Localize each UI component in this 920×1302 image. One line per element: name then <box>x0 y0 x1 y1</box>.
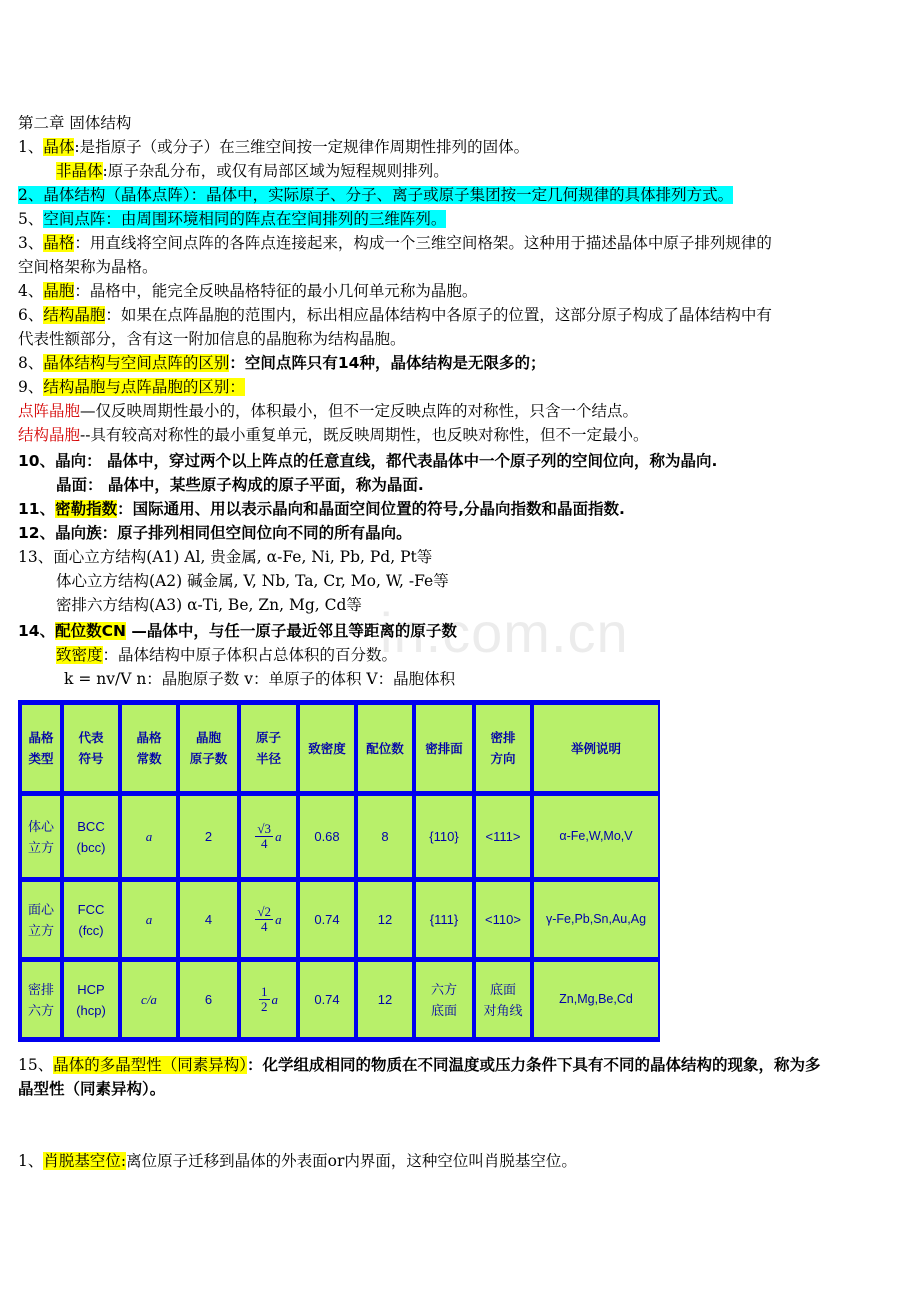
table-header-cell: 代表 符号 <box>64 705 118 791</box>
item-14: 14、配位数CN —晶体中，与任一原子最近邻且等距离的原子数 <box>18 622 457 640</box>
crystal-structure-table <box>18 700 660 1042</box>
table-cell: {111} <box>416 882 472 957</box>
item-12: 12、晶向族：原子排列相同但空间位向不同的所有晶向。 <box>18 524 412 542</box>
def-lattice-cell: 点阵晶胞—仅反映周期性最小的，体积最小，但不一定反映点阵的对称性，只含一个结点。 <box>18 402 639 420</box>
fraction-denominator: 2 <box>261 999 268 1014</box>
table-cell: HCP (hcp) <box>64 962 118 1037</box>
item-1b: 非晶体:原子杂乱分布，或仅有局部区域为短程规则排列。 <box>56 162 449 180</box>
table-cell: a <box>122 796 176 877</box>
chapter-title: 第二章 固体结构 <box>18 114 132 132</box>
table-header-cell: 原子 半径 <box>241 705 296 791</box>
radius-fraction <box>255 822 281 851</box>
item-15-cont: 晶型性（同素异构）。 <box>18 1080 166 1098</box>
item-13c: 密排六方结构(A3) α-Ti, Be, Zn, Mg, Cd等 <box>56 596 362 614</box>
table-header-cell: 晶胞 原子数 <box>180 705 237 791</box>
term-amorphous: 非晶体 <box>56 162 103 180</box>
item-2: 2、晶体结构（晶体点阵）：晶体中，实际原子、分子、离子或原子集团按一定几何规律的具体排列方式。 <box>18 186 734 204</box>
term-unit-cell: 晶胞 <box>43 282 75 300</box>
item-14b: 致密度：晶体结构中原子体积占总体积的百分数。 <box>56 646 398 664</box>
item-10: 10、晶向： 晶体中，穿过两个以上阵点的任意直线，都代表晶体中一个原子列的空间位向，称为晶向. <box>18 452 718 470</box>
table-cell: Zn,Mg,Be,Cd <box>534 962 658 1037</box>
fraction-numerator: √3 <box>257 821 272 836</box>
table-header-cell: 晶格 常数 <box>122 705 176 791</box>
table-cell: c/a <box>122 962 176 1037</box>
item-1: 1、晶体:是指原子（或分子）在三维空间按一定规律作周期性排列的固体。 <box>18 138 530 156</box>
fraction-variable: a <box>271 992 278 1007</box>
fraction-denominator: 4 <box>260 836 268 851</box>
watermark: in.com.cn <box>380 601 629 664</box>
table-cell: 12 <box>358 882 412 957</box>
table-header-cell: 密排 方向 <box>476 705 530 791</box>
table-cell: 密排 六方 <box>22 962 60 1037</box>
fraction-denominator: 4 <box>260 919 268 934</box>
table-cell: 体心 立方 <box>22 796 60 877</box>
item-3: 3、晶格：用直线将空间点阵的各阵点连接起来，构成一个三维空间格架。这种用于描述晶体中原子排列规律的 <box>18 234 772 252</box>
term-lattice: 晶格 <box>43 234 75 252</box>
fraction-variable: a <box>275 829 282 844</box>
item-8: 8、晶体结构与空间点阵的区别：空间点阵只有14种，晶体结构是无限多的； <box>18 354 546 372</box>
table-cell: 12 <box>358 962 412 1037</box>
table-cell: 0.74 <box>300 962 354 1037</box>
term-crystal: 晶体 <box>43 138 75 156</box>
term-structure-cell: 结构晶胞 <box>43 306 106 324</box>
fraction-numerator: 1 <box>261 984 268 999</box>
table-cell: 8 <box>358 796 412 877</box>
item-6-cont: 代表性额部分，含有这一附加信息的晶胞称为结构晶胞。 <box>18 330 406 348</box>
table-cell: 4 <box>180 882 237 957</box>
table-cell: 6 <box>180 962 237 1037</box>
item-15: 15、晶体的多晶型性（同素异构）：化学组成相同的物质在不同温度或压力条件下具有不同的晶体结构的现象，称为多 <box>18 1056 821 1074</box>
table-cell: 2 <box>180 796 237 877</box>
table-cell: 0.74 <box>300 882 354 957</box>
radius-fraction <box>255 905 281 934</box>
def-structure-cell: 结构晶胞--具有较高对称性的最小重复单元，既反映周期性，也反映对称性，但不一定最小。 <box>18 426 649 444</box>
table-cell: α-Fe,W,Mo,V <box>534 796 658 877</box>
table-cell: <110> <box>476 882 530 957</box>
item-9: 9、结构晶胞与点阵晶胞的区别： <box>18 378 245 396</box>
fraction-variable: a <box>275 912 282 927</box>
table-cell: a <box>122 882 176 957</box>
table-cell: FCC (fcc) <box>64 882 118 957</box>
table-cell: BCC (bcc) <box>64 796 118 877</box>
table-cell: <111> <box>476 796 530 877</box>
table-cell: {110} <box>416 796 472 877</box>
atomic-radius-formula <box>241 962 296 1037</box>
table-cell: 六方 底面 <box>416 962 472 1037</box>
table-cell: 面心 立方 <box>22 882 60 957</box>
table-cell: 底面 对角线 <box>476 962 530 1037</box>
table-header-cell: 晶格 类型 <box>22 705 60 791</box>
item-4: 4、晶胞：晶格中，能完全反映晶格特征的最小几何单元称为晶胞。 <box>18 282 478 300</box>
table-header-cell: 致密度 <box>300 705 354 791</box>
section-item-1: 1、肖脱基空位:离位原子迁移到晶体的外表面or内界面，这种空位叫肖脱基空位。 <box>18 1152 577 1170</box>
table-header-cell: 密排面 <box>416 705 472 791</box>
item-5: 5、空间点阵：由周围环境相同的阵点在空间排列的三维阵列。 <box>18 210 447 228</box>
item-10b: 晶面： 晶体中，某些原子构成的原子平面，称为晶面. <box>56 476 424 494</box>
item-13b: 体心立方结构(A2) 碱金属, V, Nb, Ta, Cr, Mo, W, -Fe等 <box>56 572 449 590</box>
table-cell: 0.68 <box>300 796 354 877</box>
fraction-numerator: √2 <box>257 904 272 919</box>
table-cell: γ-Fe,Pb,Sn,Au,Ag <box>534 882 658 957</box>
item-11: 11、密勒指数：国际通用、用以表示晶向和晶面空间位置的符号,分晶向指数和晶面指数. <box>18 500 625 518</box>
table-header-cell: 举例说明 <box>534 705 658 791</box>
atomic-radius-formula <box>241 796 296 877</box>
atomic-radius-formula <box>241 882 296 957</box>
item-13: 13、面心立方结构(A1) Al, 贵金属, α-Fe, Ni, Pb, Pd, Pt等 <box>18 548 433 566</box>
item-6: 6、结构晶胞：如果在点阵晶胞的范围内，标出相应晶体结构中各原子的位置，这部分原子构成了晶体结构中有 <box>18 306 772 324</box>
table-header-cell: 配位数 <box>358 705 412 791</box>
radius-fraction <box>259 985 278 1014</box>
item-14c: k = nv/V n：晶胞原子数 v：单原子的体积 V：晶胞体积 <box>64 670 456 688</box>
item-3-cont: 空间格架称为晶格。 <box>18 258 158 276</box>
